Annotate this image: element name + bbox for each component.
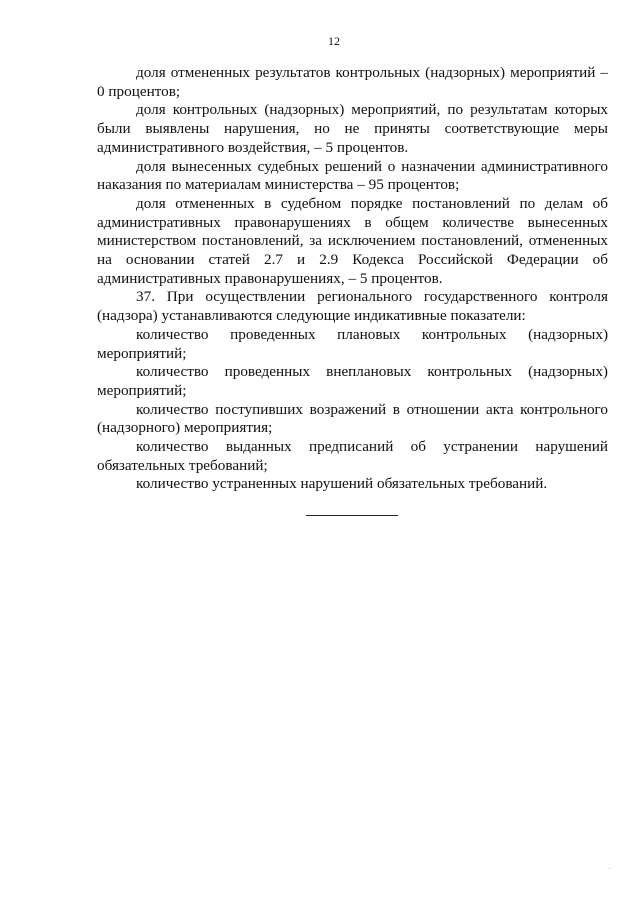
document-body [97,64,608,494]
paragraph-cancelled-results: доля отмененных результатов контрольных (надзорных) мероприятий – 0 процентов; [97,64,608,100]
page-number: 12 [328,34,340,48]
scan-artifact-dot [609,868,610,869]
paragraph-court-decisions: доля вынесенных судебных решений о назначении административного наказания по материалам министерства – 95 процентов; [97,157,608,194]
paragraph-objections: количество поступивших возражений в отношении акта контрольного (надзорного) мероприятия; [97,400,608,437]
end-separator-line [306,515,398,516]
paragraph-cancelled-resolutions: доля отмененных в судебном порядке постановлений по делам об административных правонарушениях в общем количестве вынесенных министерством постановлений, за исключением постановлений, отмененных на основании статей 2.7 и 2.9 Кодекса Российской Федерации об административных правонарушениях, – 5 процентов. [97,194,608,287]
paragraph-violations-no-measures: доля контрольных (надзорных) мероприятий, по результатам которых были выявлены нарушения, но не приняты соответствующие меры административного воздействия, – 5 процентов. [97,101,608,156]
paragraph-unplanned-events: количество проведенных внеплановых контрольных (надзорных) мероприятий; [97,363,608,399]
paragraph-orders-issued: количество выданных предписаний об устранении нарушений обязательных требований; [97,438,608,474]
paragraph-section-37: 37. При осуществлении регионального государственного контроля (надзора) устанавливаются следующие индикативные показатели: [97,288,608,325]
paragraph-planned-events: количество проведенных плановых контрольных (надзорных) мероприятий; [97,325,608,362]
paragraph-violations-eliminated: количество устраненных нарушений обязательных требований. [136,475,548,493]
